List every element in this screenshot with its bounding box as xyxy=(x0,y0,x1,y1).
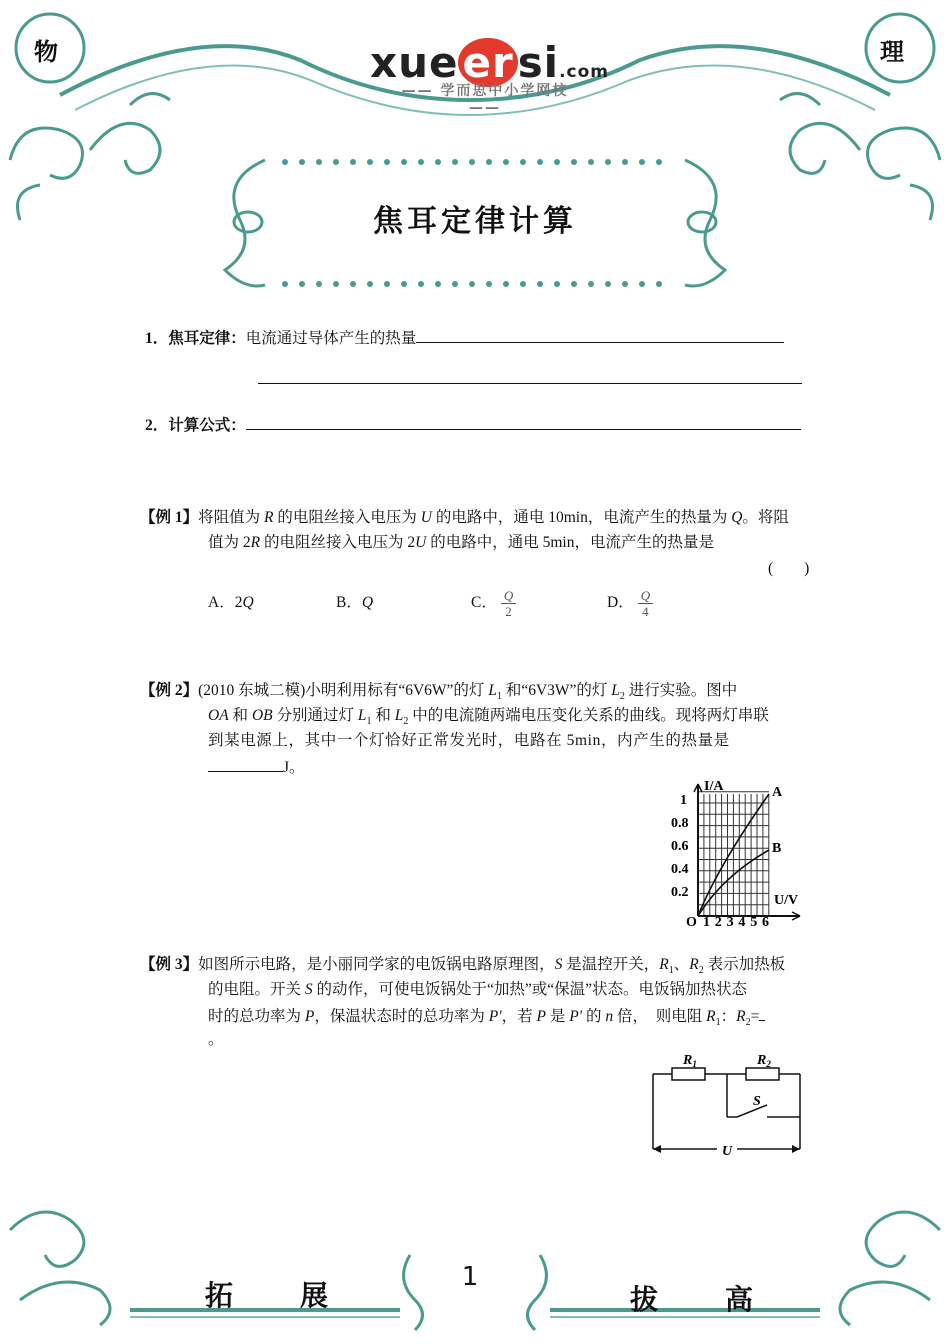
y-tick-label: 0.6 xyxy=(671,839,689,854)
switch-s xyxy=(737,1105,767,1117)
example-3-line-4: 。 xyxy=(208,1031,224,1048)
r2-label: $R_2$ xyxy=(757,1053,771,1069)
switch-label: S xyxy=(753,1094,761,1109)
footer-word-4: 高 xyxy=(725,1283,754,1316)
corner-subject-right: 理 xyxy=(880,38,904,66)
option-a[interactable]: A．2Q xyxy=(208,594,254,611)
option-b[interactable]: B．Q xyxy=(336,594,374,611)
x-tick-label: 6 xyxy=(762,915,769,930)
voltage-label: U xyxy=(722,1144,733,1159)
corner-subject-left: 物 xyxy=(34,38,58,66)
logo: xueersi.com xyxy=(370,38,610,87)
answer-line[interactable] xyxy=(258,383,802,384)
example-2-line-1: 【例 2】(2010 东城二模)小明利用标有“6V6W”的灯 $L_1$ 和“6V3W”的灯 $L_2$ 进行实验。图中 xyxy=(140,682,738,703)
y-tick-label: 0.2 xyxy=(671,885,689,900)
x-tick-label: 4 xyxy=(738,915,746,930)
example-3-line-3: 时的总功率为 P，保温状态时的总功率为 P′，若 P 是 P′ 的 n 倍， 则电阻 $R_1$：$R_2=$ xyxy=(208,1002,808,1035)
example-3-line-1: 【例 3】如图所示电路，是小丽同学家的电饭锅电路原理图，S 是温控开关，$R_1$、$R_2$ 表示加热板 xyxy=(140,956,786,977)
section-1: 1．焦耳定律：电流通过导体产生的热量 xyxy=(145,324,807,351)
example-1-line-2: 值为 2R 的电阻丝接入电压为 2U 的电路中，通电 5min，电流产生的热量是 xyxy=(208,534,714,551)
footer-word-1: 拓 xyxy=(205,1279,234,1312)
x-axis-label: U/V xyxy=(774,893,799,908)
example-2-line-3: 到某电源上，其中一个灯恰好正常发光时，电路在 5min，内产生的热量是 xyxy=(208,732,730,749)
y-tick-label: 1 xyxy=(680,793,687,808)
y-tick-label: 0.8 xyxy=(671,816,689,831)
curve-b-label: B xyxy=(772,841,782,856)
answer-paren: ( ) xyxy=(768,560,810,577)
footer-word-2: 展 xyxy=(300,1279,329,1312)
option-c[interactable]: C． $\frac{Q}{2}$ xyxy=(471,588,516,619)
y-tick-label: 0.4 xyxy=(671,862,689,877)
resistor-r1 xyxy=(672,1068,705,1080)
x-tick-label: 1 xyxy=(703,915,710,930)
logo-tagline: —— 学而思中小学网校 —— xyxy=(401,83,569,116)
circuit-diagram xyxy=(645,1045,810,1163)
x-tick-label: 3 xyxy=(726,915,734,930)
x-tick-label: 2 xyxy=(714,915,722,930)
example-2-line-2: OA 和 OB 分别通过灯 $L_1$ 和 $L_2$ 中的电流随两端电压变化关系的曲线。现将两灯串联 xyxy=(208,707,769,728)
page-title: 焦耳定律计算 xyxy=(373,204,577,239)
option-d[interactable]: D． $\frac{Q}{4}$ xyxy=(607,588,653,619)
example-2-line-4: J。 xyxy=(208,753,305,780)
section-2: 2．计算公式： xyxy=(145,411,807,438)
iu-graph xyxy=(668,776,813,931)
resistor-r2 xyxy=(746,1068,779,1080)
x-tick-label: 5 xyxy=(750,915,758,930)
example-3-line-2: 的电阻。开关 S 的动作，可使电饭锅处于“加热”或“保温”状态。电饭锅加热状态 xyxy=(208,981,748,998)
footer-word-3: 拔 xyxy=(630,1283,659,1316)
y-axis-label: I/A xyxy=(704,779,724,794)
example-1-line-1: 【例 1】将阻值为 R 的电阻丝接入电压为 U 的电路中，通电 10min，电流产生的热量为 Q。将阻 xyxy=(140,509,789,526)
r1-label: $R_1$ xyxy=(683,1053,697,1069)
page-number: 1 xyxy=(461,1262,479,1292)
curve-a-label: A xyxy=(772,785,783,800)
origin-label: O xyxy=(686,915,697,930)
